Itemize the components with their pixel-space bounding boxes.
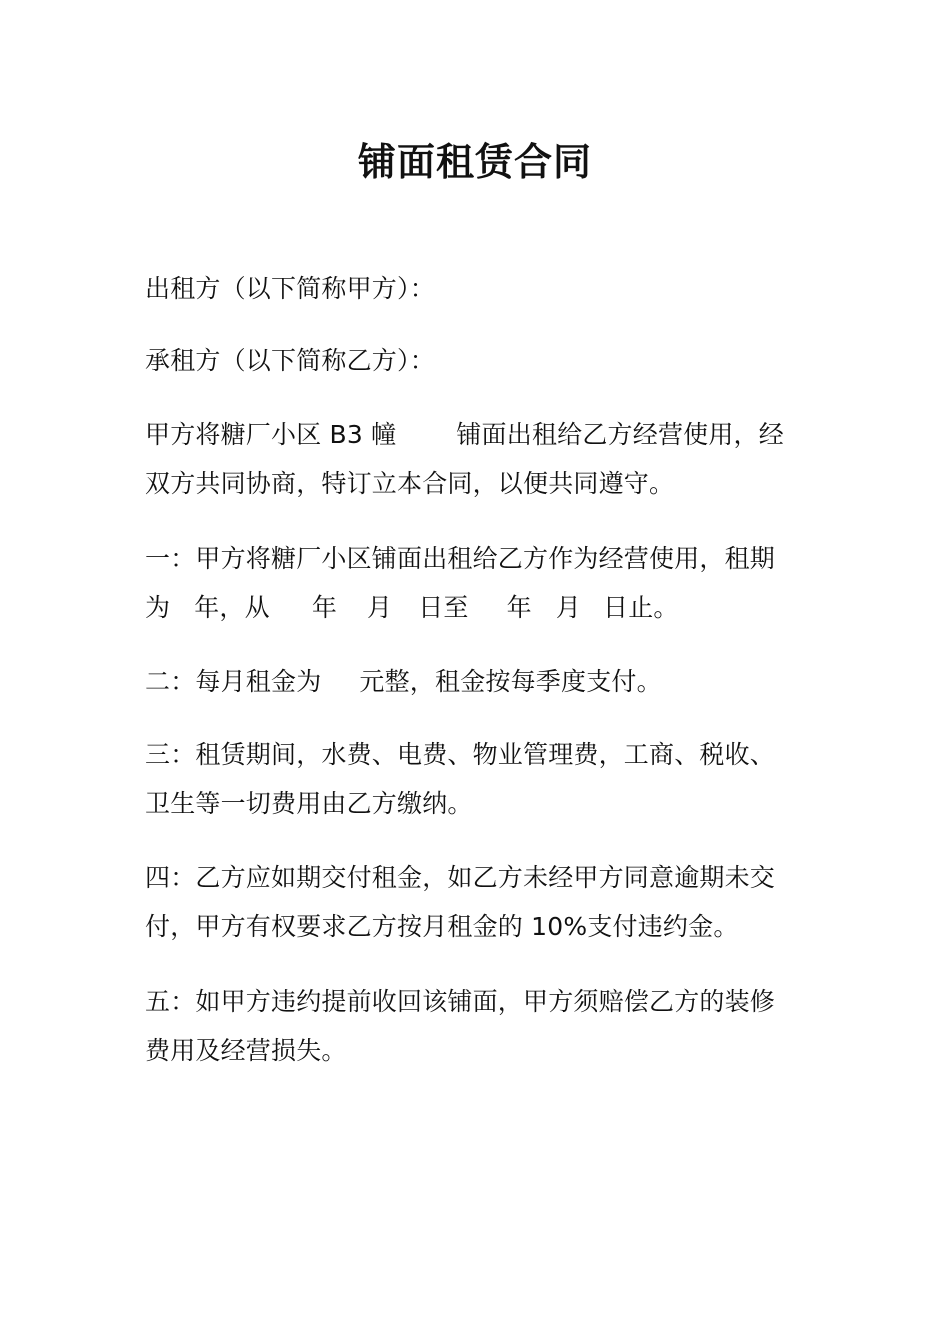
clause-1-start-day: 日至 <box>418 593 469 622</box>
clause-1-start-month: 月 <box>367 593 393 622</box>
clause-2-line-1 <box>145 657 795 706</box>
intro-line-1 <box>145 410 795 459</box>
intro-line-1-a: 甲方将糖厂小区 B3 幢 <box>145 420 397 449</box>
clause-1-term-prefix: 为 <box>145 593 171 622</box>
clause-1-end-day: 日止。 <box>603 593 679 622</box>
clause-1 <box>145 534 795 632</box>
clause-3 <box>145 730 795 828</box>
lessor-text: 出租方（以下简称甲方）： <box>145 274 435 303</box>
clause-4-line-2: 付，甲方有权要求乙方按月租金的 10%支付违约金。 <box>145 912 739 941</box>
clause-1-years-from: 年，从 <box>194 593 270 622</box>
clause-5-line-1: 五：如甲方违约提前收回该铺面，甲方须赔偿乙方的装修 <box>145 987 776 1016</box>
lessee-line <box>145 336 795 385</box>
clause-1-end-year: 年 <box>506 593 532 622</box>
clause-5 <box>145 977 795 1075</box>
document-title: 铺面租赁合同 <box>357 139 592 184</box>
clause-1-line-1: 一：甲方将糖厂小区铺面出租给乙方作为经营使用，租期 <box>145 544 776 573</box>
intro-line-1-b: 铺面出租给乙方经营使用，经 <box>456 420 784 449</box>
clause-5-line-2: 费用及经营损失。 <box>145 1036 347 1065</box>
clause-2-rent-suffix: 元整，租金按每季度支付。 <box>359 667 662 696</box>
clause-4-line-1: 四：乙方应如期交付租金，如乙方未经甲方同意逾期未交 <box>145 863 776 892</box>
intro-paragraph <box>145 410 795 508</box>
clause-1-start-year: 年 <box>311 593 338 622</box>
clause-2 <box>145 657 795 706</box>
lessee-text: 承租方（以下简称乙方）： <box>145 346 435 375</box>
clause-4 <box>145 853 795 951</box>
clause-1-line-2 <box>145 583 795 632</box>
clause-3-line-2: 卫生等一切费用由乙方缴纳。 <box>145 789 473 818</box>
clause-3-line-1: 三：租赁期间，水费、电费、物业管理费，工商、税收、 <box>145 740 776 769</box>
clause-2-rent-prefix: 二：每月租金为 <box>145 667 322 696</box>
clause-1-end-month: 月 <box>555 593 582 622</box>
intro-line-2: 双方共同协商，特订立本合同，以便共同遵守。 <box>145 469 675 498</box>
lessor-line <box>145 264 795 313</box>
